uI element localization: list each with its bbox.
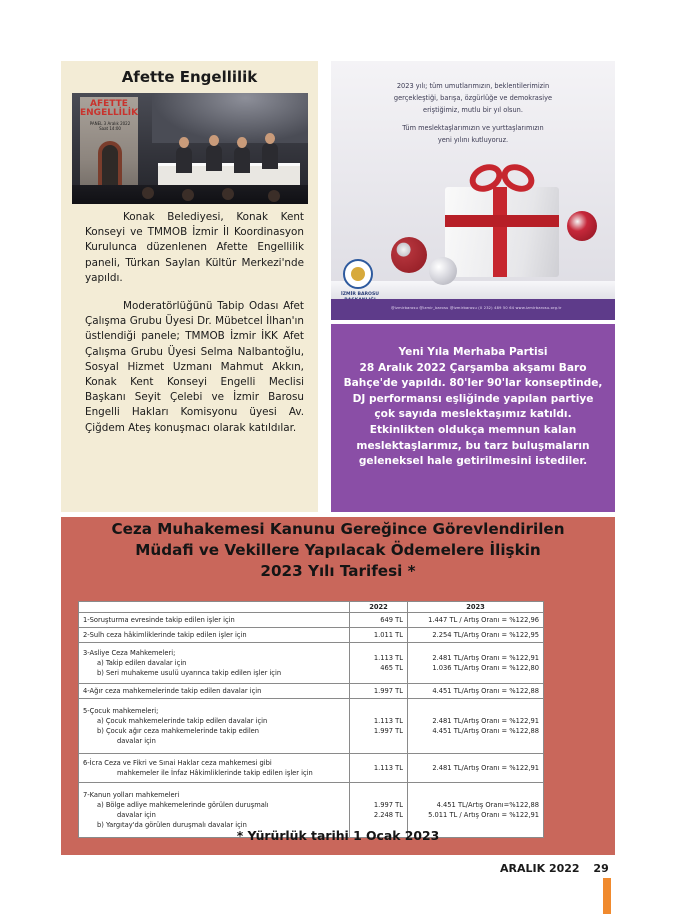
card-social-footer [331, 299, 615, 320]
cell-line: 1.113 TL [373, 717, 403, 726]
header-2022: 2022 [350, 602, 408, 613]
cell-label [79, 684, 350, 699]
audience-head [182, 189, 194, 201]
cell-line: 4.451 TL/Artış Oranı = %122,88 [432, 727, 539, 736]
social-handles: @izmirbarosu @izmir_barosu @izmirbarosu (0 232) 489 50 64 www.izmirbarosu.org.tr [391, 306, 562, 310]
page-number: 29 [593, 862, 609, 875]
cell-line: 1-Soruşturma evresinde takip edilen işler için [83, 615, 235, 624]
party-article [341, 345, 605, 470]
cell-value-2023 [408, 684, 544, 699]
table-row [79, 613, 544, 628]
cell-value-2023 [408, 642, 544, 684]
audience-head [268, 190, 280, 202]
poster-title: AFETTE ENGELLİLİK [80, 99, 139, 118]
panelist-figure [206, 145, 222, 171]
audience-head [142, 187, 154, 199]
cell-line: 4.451 TL/Artış Oranı=%122,88 [436, 800, 539, 809]
cell-line: 1.113 TL [373, 654, 403, 662]
cell-label [79, 627, 350, 642]
article-title: Afette Engellilik [121, 68, 258, 86]
cell-line: 1.036 TL/Artış Oranı = %122,80 [432, 664, 539, 672]
cell-line: davalar için [117, 737, 156, 746]
ornament-icon [429, 257, 457, 285]
tariff-section [61, 517, 615, 855]
greeting-line: gerçekleştiği, barışa, özgürlüğe ve demokrasiye [393, 94, 553, 102]
article-paragraph-2: Moderatörlüğünü Tabip Odası Afet Çalışma Grubu Üyesi Dr. Mübetcel İlhan'ın üstlendiği panele; TMMOB İzmir İKK Afet Çalışma Grubu Üyesi Selma Nalbantoğlu, Sosyal Hizmet Uzmanı Mahmut Akkın, Konak Kent Konseyi Engelli Meclisi Başkanı Seyit Çelebi ve İzmir Barosu Engelli Hakları Komisyonu üyesi Av. Çiğdem Ateş konuşmacı olarak katıldılar. [85, 300, 304, 434]
cell-line: 1.011 TL [373, 630, 403, 639]
table-row [79, 684, 544, 699]
greeting-line: 2023 yılı; tüm umutlarımızın, beklentilerimizin [396, 82, 550, 90]
greeting-line: Tüm meslektaşlarımızın ve yurttaşlarımızın [402, 124, 544, 132]
cell-value-2023 [408, 613, 544, 628]
tariff-note: * Yürürlük tarihi 1 Ocak 2023 [236, 828, 440, 843]
panelist-figure [234, 147, 250, 173]
cell-value-2023 [408, 754, 544, 782]
cell-value-2022 [350, 613, 408, 628]
cell-line: 649 TL [380, 615, 403, 624]
cell-line: 6-İcra Ceza ve Fikri ve Sınai Haklar ceza mahkemesi gibi [83, 759, 272, 768]
cell-line: 4-Ağır ceza mahkemelerinde takip edilen davalar için [83, 687, 262, 696]
cell-line: 1.997 TL [373, 800, 403, 809]
cell-line: 2.248 TL [373, 810, 403, 819]
cell-value-2022 [350, 642, 408, 684]
tariff-title-line: Müdafi ve Vekillere Yapılacak Ödemelere İlişkin [135, 541, 541, 559]
cell-value-2022 [350, 684, 408, 699]
cell-line: a) Takip edilen davalar için [97, 659, 187, 667]
cell-line: b) Yargıtay'da görülen duruşmalı davalar için [97, 820, 247, 829]
page-footer [500, 862, 609, 875]
cell-value-2022 [350, 699, 408, 754]
table-header-row [79, 602, 544, 613]
cell-value-2023 [408, 699, 544, 754]
table-row [79, 627, 544, 642]
tariff-title [61, 519, 615, 582]
table-row [79, 699, 544, 754]
cell-line: 1.997 TL [373, 687, 403, 696]
cell-line: 1.997 TL [373, 727, 403, 736]
header-label [79, 602, 350, 613]
cell-label [79, 754, 350, 782]
panelist-figure [176, 147, 192, 173]
stage-screen [152, 93, 308, 143]
cell-line: 2.481 TL/Artış Oranı = %122,91 [432, 654, 539, 662]
cell-line: a) Bölge adliye mahkemelerinde görülen duruşmalı [97, 800, 269, 809]
cell-value-2022 [350, 627, 408, 642]
tariff-title-line: Ceza Muhakemesi Kanunu Gereğince Görevlendirilen [111, 520, 565, 538]
ornament-icon [567, 211, 597, 241]
gift-ribbon [445, 215, 559, 227]
party-title: Yeni Yıla Merhaba Partisi [398, 346, 548, 358]
greeting-line: yeni yılını kutluyoruz. [437, 136, 509, 144]
table-row [79, 642, 544, 684]
cell-line: mahkemeler ile İnfaz Hâkimliklerinde takip edilen işler için [117, 769, 313, 778]
ornament-icon [391, 237, 427, 273]
cell-line: 1.113 TL [373, 764, 403, 773]
cell-line: 5-Çocuk mahkemeleri; [83, 707, 159, 716]
audience-head [222, 188, 234, 200]
cell-line: b) Çocuk ağır ceza mahkemelerinde takip edilen [97, 727, 260, 736]
audience-row [72, 185, 308, 204]
afette-engellilik-panel [61, 61, 318, 512]
cell-line: 2.481 TL/Artış Oranı = %122,91 [432, 764, 539, 773]
event-photo [72, 93, 308, 204]
poster-subtitle: PANEL 3 Aralık 2022 Saat 14:00 [89, 121, 131, 131]
header-2023: 2023 [408, 602, 544, 613]
bar-association-seal-icon [343, 259, 373, 289]
cell-line: 7-Kanun yolları mahkemeleri [83, 790, 180, 799]
cell-line: 3-Asliye Ceza Mahkemeleri; [83, 649, 176, 657]
seal-label-line: İZMİR BAROSU [341, 292, 379, 297]
cell-label [79, 642, 350, 684]
article-paragraph-1: Konak Belediyesi, Konak Kent Konseyi ve TMMOB İzmir İl Koordinasyon Kurulunca düzenlenen Afette Engellilik paneli, Türkan Saylan Kültür Merkezi'nde yapıldı. [85, 211, 304, 284]
party-body: 28 Aralık 2022 Çarşamba akşamı Baro Bahçe'de yapıldı. 80'ler 90'lar konseptinde, DJ performansı eşliğinde yapılan partiye çok sayıda meslektaşımız katıldı. Etkinlikten oldukça memnun kalan meslektaşlarımız, bu tarz buluşmaların geleneksel hale getirilmesini istediler. [343, 361, 603, 468]
party-panel [331, 324, 615, 512]
cell-label [79, 699, 350, 754]
accent-bar [603, 878, 611, 914]
tariff-table [78, 601, 544, 838]
cell-line: b) Seri muhakeme usulü uyarınca takip edilen işler için [97, 669, 282, 677]
gift-ribbon [493, 187, 507, 277]
panelist-figure [262, 143, 278, 169]
tariff-title-line: 2023 Yılı Tarifesi * [260, 562, 416, 580]
cell-line: 4.451 TL/Artış Oranı = %122,88 [432, 687, 539, 696]
table-row [79, 754, 544, 782]
new-year-greeting-card [331, 61, 615, 320]
cell-value-2022 [350, 754, 408, 782]
cell-line: 1.447 TL / Artış Oranı = %122,96 [428, 615, 539, 624]
cell-line: 2.481 TL/Artış Oranı = %122,91 [432, 717, 539, 726]
cell-line: 2-Sulh ceza hâkimliklerinde takip edilen işler için [83, 630, 247, 639]
cell-line: a) Çocuk mahkemelerinde takip edilen davalar için [97, 717, 268, 726]
cell-line: 5.011 TL / Artış Oranı = %122,91 [428, 810, 539, 819]
greeting-line: eriştiğimiz, mutlu bir yıl olsun. [423, 106, 523, 114]
issue-month: ARALIK 2022 [500, 862, 580, 875]
cell-value-2023 [408, 627, 544, 642]
cell-line: davalar için [117, 810, 156, 819]
cell-line: 465 TL [380, 664, 403, 672]
cell-label [79, 613, 350, 628]
cell-line: 2.254 TL/Artış Oranı = %122,95 [432, 630, 539, 639]
